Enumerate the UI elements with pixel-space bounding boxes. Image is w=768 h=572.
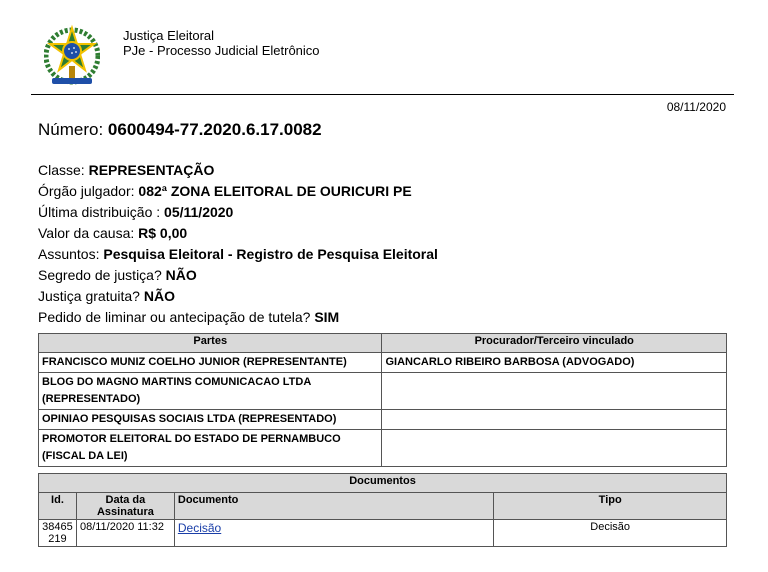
partes-header: Partes xyxy=(39,334,382,353)
field-label: Última distribuição : xyxy=(38,204,161,220)
field-label: Classe: xyxy=(38,162,85,178)
field-value: NÃO xyxy=(143,288,175,304)
parte-cell: PROMOTOR ELEITORAL DO ESTADO DE PERNAMBUCO (FISCAL DA LEI) xyxy=(39,430,382,467)
table-row xyxy=(39,430,727,467)
field-label: Valor da causa: xyxy=(38,225,135,241)
procurador-cell xyxy=(382,373,727,410)
field-value: R$ 0,00 xyxy=(138,225,188,241)
partes-table xyxy=(38,333,727,467)
data-assinatura-header: Data da Assinatura xyxy=(76,493,174,520)
field-justica-gratuita xyxy=(38,286,438,307)
field-pedido-liminar xyxy=(38,307,438,328)
field-segredo-justica xyxy=(38,265,438,286)
field-label: Órgão julgador: xyxy=(38,183,135,199)
doc-data-cell: 08/11/2020 11:32 xyxy=(76,520,174,547)
procurador-cell: GIANCARLO RIBEIRO BARBOSA (ADVOGADO) xyxy=(382,353,727,373)
field-value: NÃO xyxy=(165,267,197,283)
doc-tipo-cell: Decisão xyxy=(494,520,727,547)
id-header: Id. xyxy=(39,493,77,520)
system-name: PJe - Processo Judicial Eletrônico xyxy=(123,43,320,58)
header-org xyxy=(123,28,320,58)
field-value: 082ª ZONA ELEITORAL DE OURICURI PE xyxy=(138,183,412,199)
partes-header-row xyxy=(39,334,727,353)
field-ultima-distribuicao xyxy=(38,202,438,223)
process-number xyxy=(38,120,322,140)
documentos-title: Documentos xyxy=(39,474,727,493)
field-value: Pesquisa Eleitoral - Registro de Pesquisa Eleitoral xyxy=(103,246,438,262)
documentos-header-row xyxy=(39,493,727,520)
field-value: REPRESENTAÇÃO xyxy=(88,162,215,178)
field-label: Segredo de justiça? xyxy=(38,267,162,283)
field-value: 05/11/2020 xyxy=(164,204,234,220)
process-number-label: Número: xyxy=(38,120,104,139)
procurador-header: Procurador/Terceiro vinculado xyxy=(382,334,727,353)
field-label: Assuntos: xyxy=(38,246,100,262)
parte-cell: OPINIAO PESQUISAS SOCIAIS LTDA (REPRESENTADO) xyxy=(39,410,382,430)
documentos-title-row xyxy=(39,474,727,493)
tipo-header: Tipo xyxy=(494,493,727,520)
org-name: Justiça Eleitoral xyxy=(123,28,215,43)
header-divider xyxy=(31,94,734,95)
field-assuntos xyxy=(38,244,438,265)
doc-id-cell: 38465219 xyxy=(39,520,77,547)
procurador-cell xyxy=(382,430,727,467)
field-label: Justiça gratuita? xyxy=(38,288,140,304)
parte-cell: FRANCISCO MUNIZ COELHO JUNIOR (REPRESENTANTE) xyxy=(39,353,382,373)
doc-documento-cell xyxy=(174,520,493,547)
procurador-cell xyxy=(382,410,727,430)
field-label: Pedido de liminar ou antecipação de tutela? xyxy=(38,309,311,325)
process-number-value: 0600494-77.2020.6.17.0082 xyxy=(107,120,322,139)
documento-link[interactable]: Decisão xyxy=(177,521,222,535)
document-date: 08/11/2020 xyxy=(666,100,726,114)
field-value: SIM xyxy=(314,309,340,325)
table-row xyxy=(39,520,727,547)
table-row xyxy=(39,410,727,430)
table-row xyxy=(39,353,727,373)
brazil-coat-of-arms-icon xyxy=(44,22,100,88)
table-row xyxy=(39,373,727,410)
field-valor-causa xyxy=(38,223,438,244)
parte-cell: BLOG DO MAGNO MARTINS COMUNICACAO LTDA (REPRESENTADO) xyxy=(39,373,382,410)
documento-header: Documento xyxy=(174,493,493,520)
field-classe xyxy=(38,160,438,181)
field-orgao-julgador xyxy=(38,181,438,202)
documentos-table xyxy=(38,473,727,547)
process-fields xyxy=(38,160,438,328)
